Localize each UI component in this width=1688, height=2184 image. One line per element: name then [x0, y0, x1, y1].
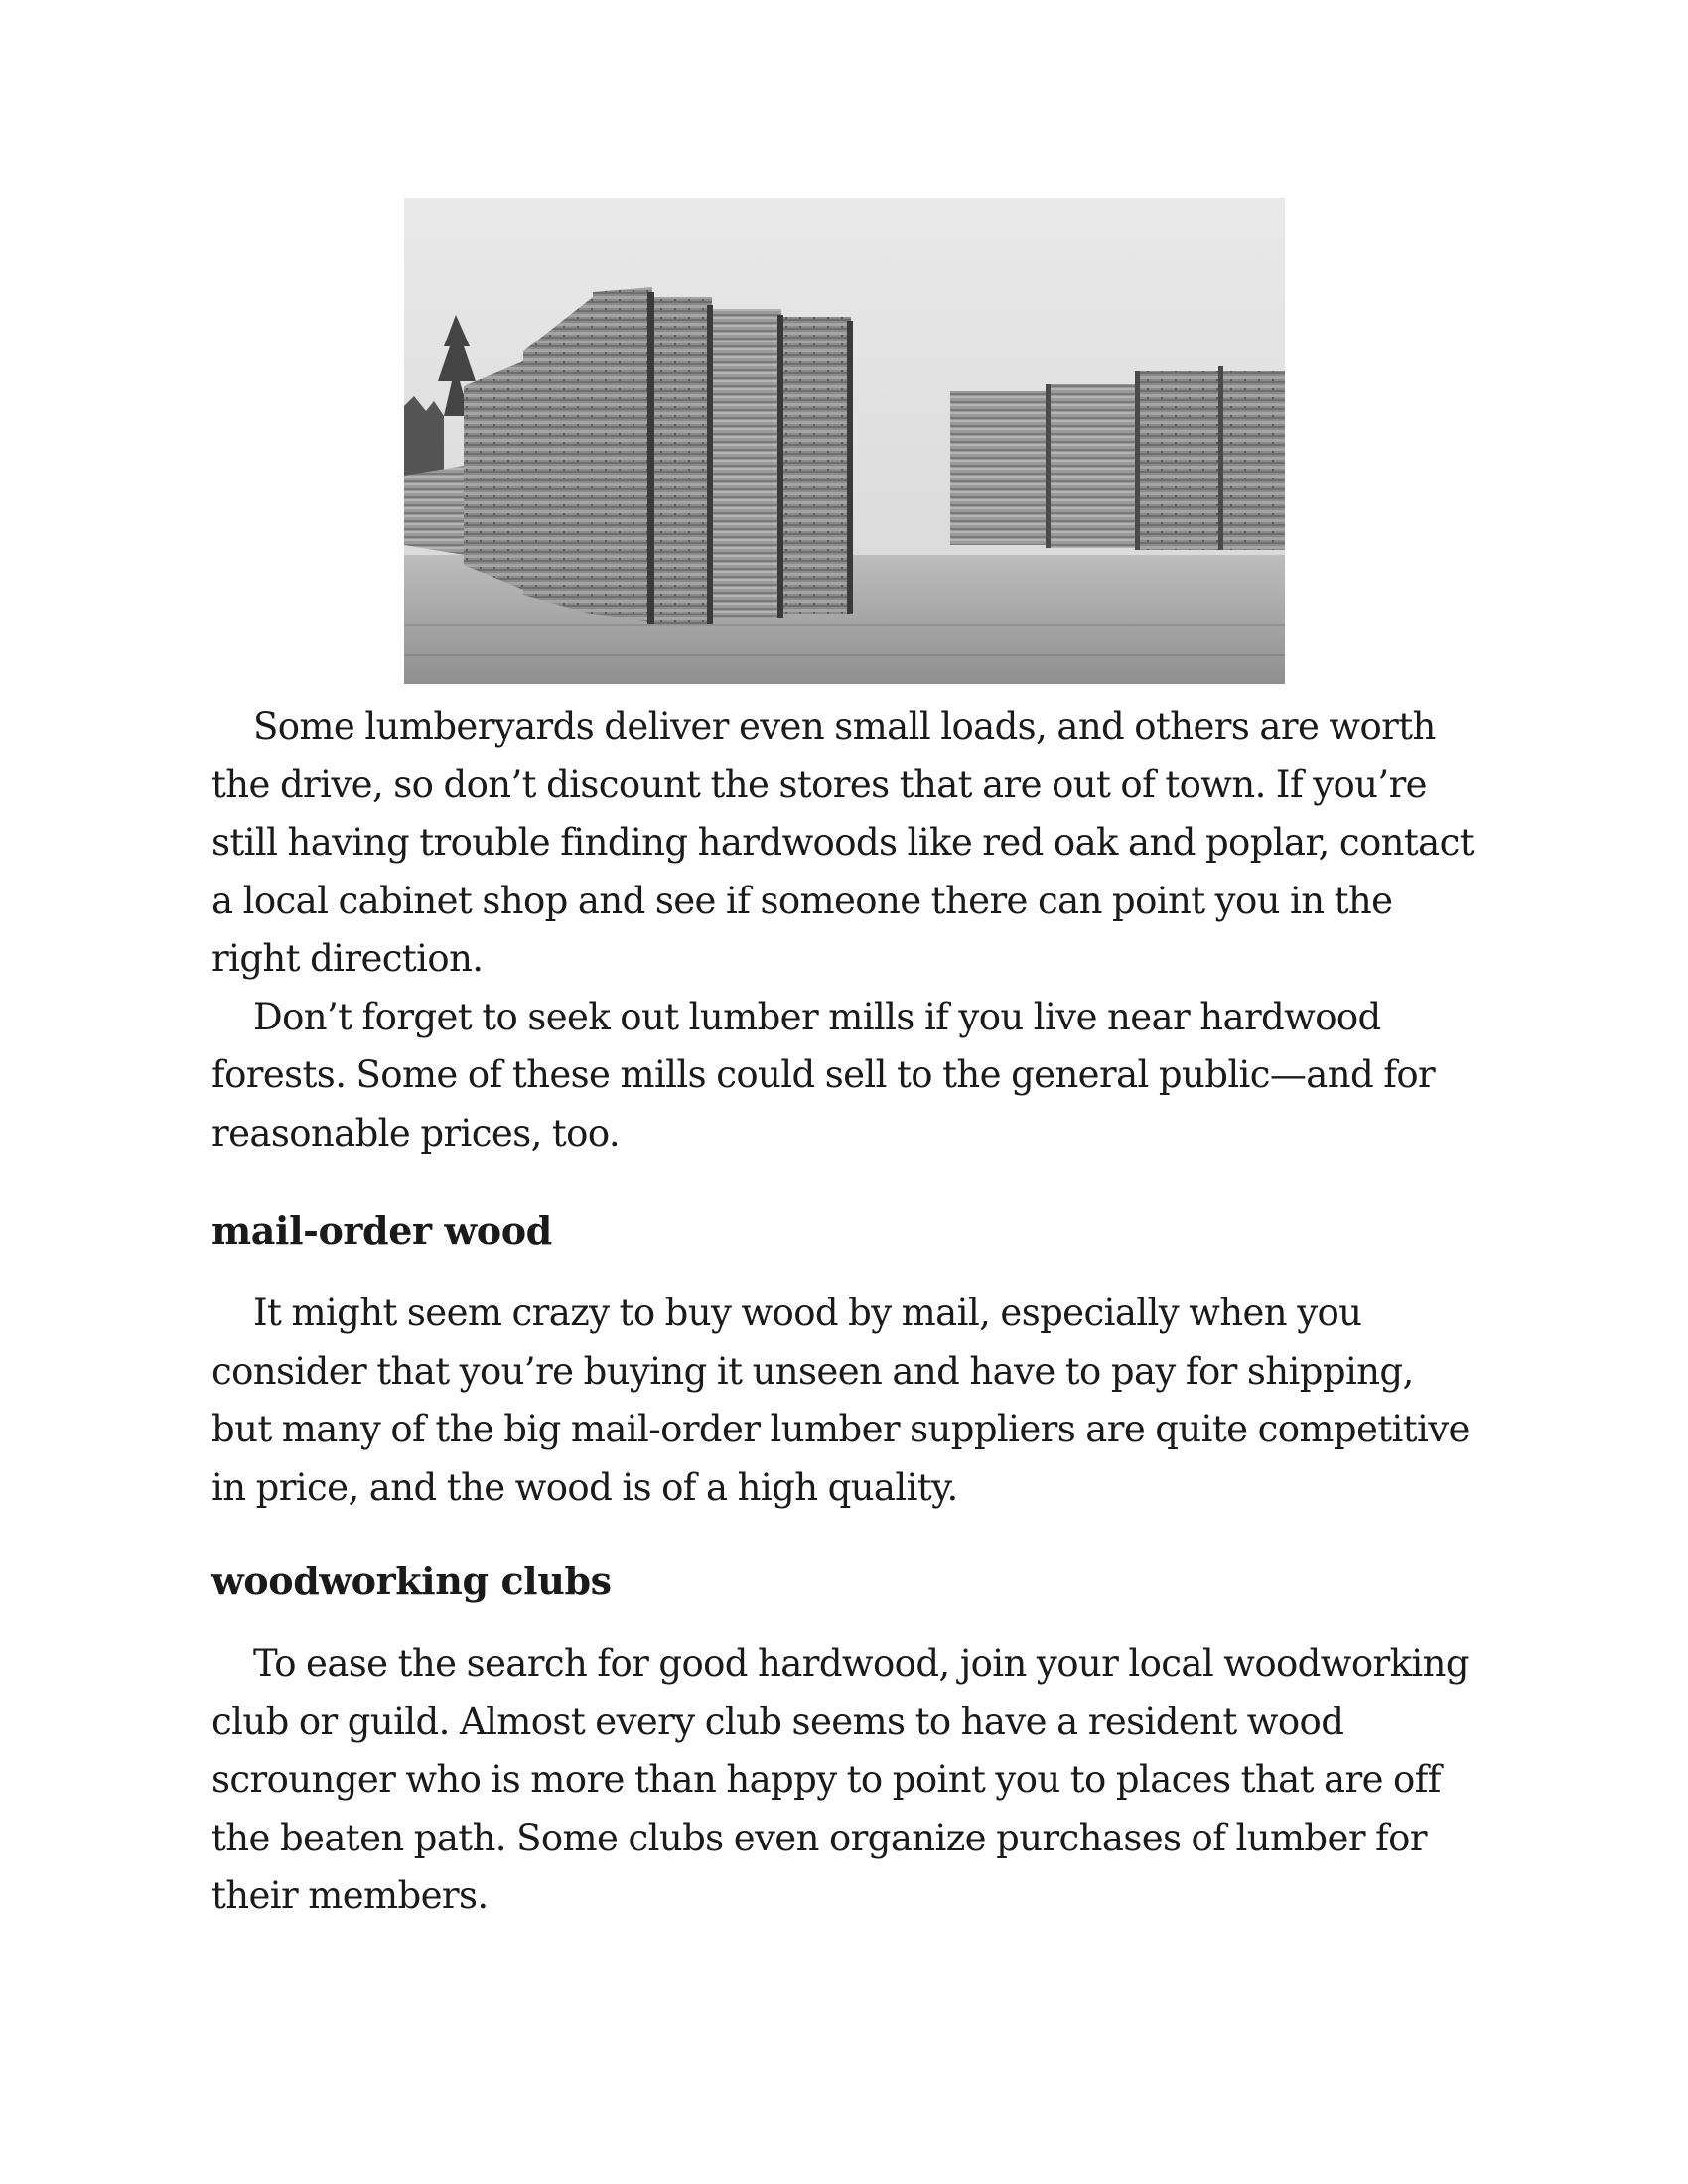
lumber-stacks-image: [404, 198, 1285, 684]
section-heading-clubs: woodworking clubs: [211, 1559, 612, 1603]
paragraph-mail-order: It might seem crazy to buy wood by mail, especially when you consider that you’re buying it unseen and have to pay for shipping, but many of the big mail-order lumber suppliers are quite competitive in price, and the wood is of a high quality.: [211, 1292, 1470, 1509]
section-body-mail-order: [211, 1285, 1482, 1517]
paragraph-lumberyards: Some lumberyards deliver even small loads, and others are worth the drive, so don’t discount the stores that are out of town. If you’re still having trouble finding hardwoods like red oak and poplar, contact a local cabinet shop and see if someone there can point you in the right direction.: [211, 705, 1474, 980]
intro-paragraphs: [211, 698, 1482, 1162]
section-body-clubs: [211, 1635, 1482, 1926]
paragraph-clubs: To ease the search for good hardwood, join your local woodworking club or guild. Almost every club seems to have a resident wood scrounger who is more than happy to point you to places that are off the beaten path. Some clubs even organize purchases of lumber for their members.: [211, 1642, 1469, 1917]
section-heading-mail-order: mail-order wood: [211, 1208, 552, 1253]
paragraph-lumber-mills: Don’t forget to seek out lumber mills if you live near hardwood forests. Some of these mills could sell to the general public—and for reasonable prices, too.: [211, 995, 1436, 1155]
lumberyard-photo: [404, 198, 1285, 684]
